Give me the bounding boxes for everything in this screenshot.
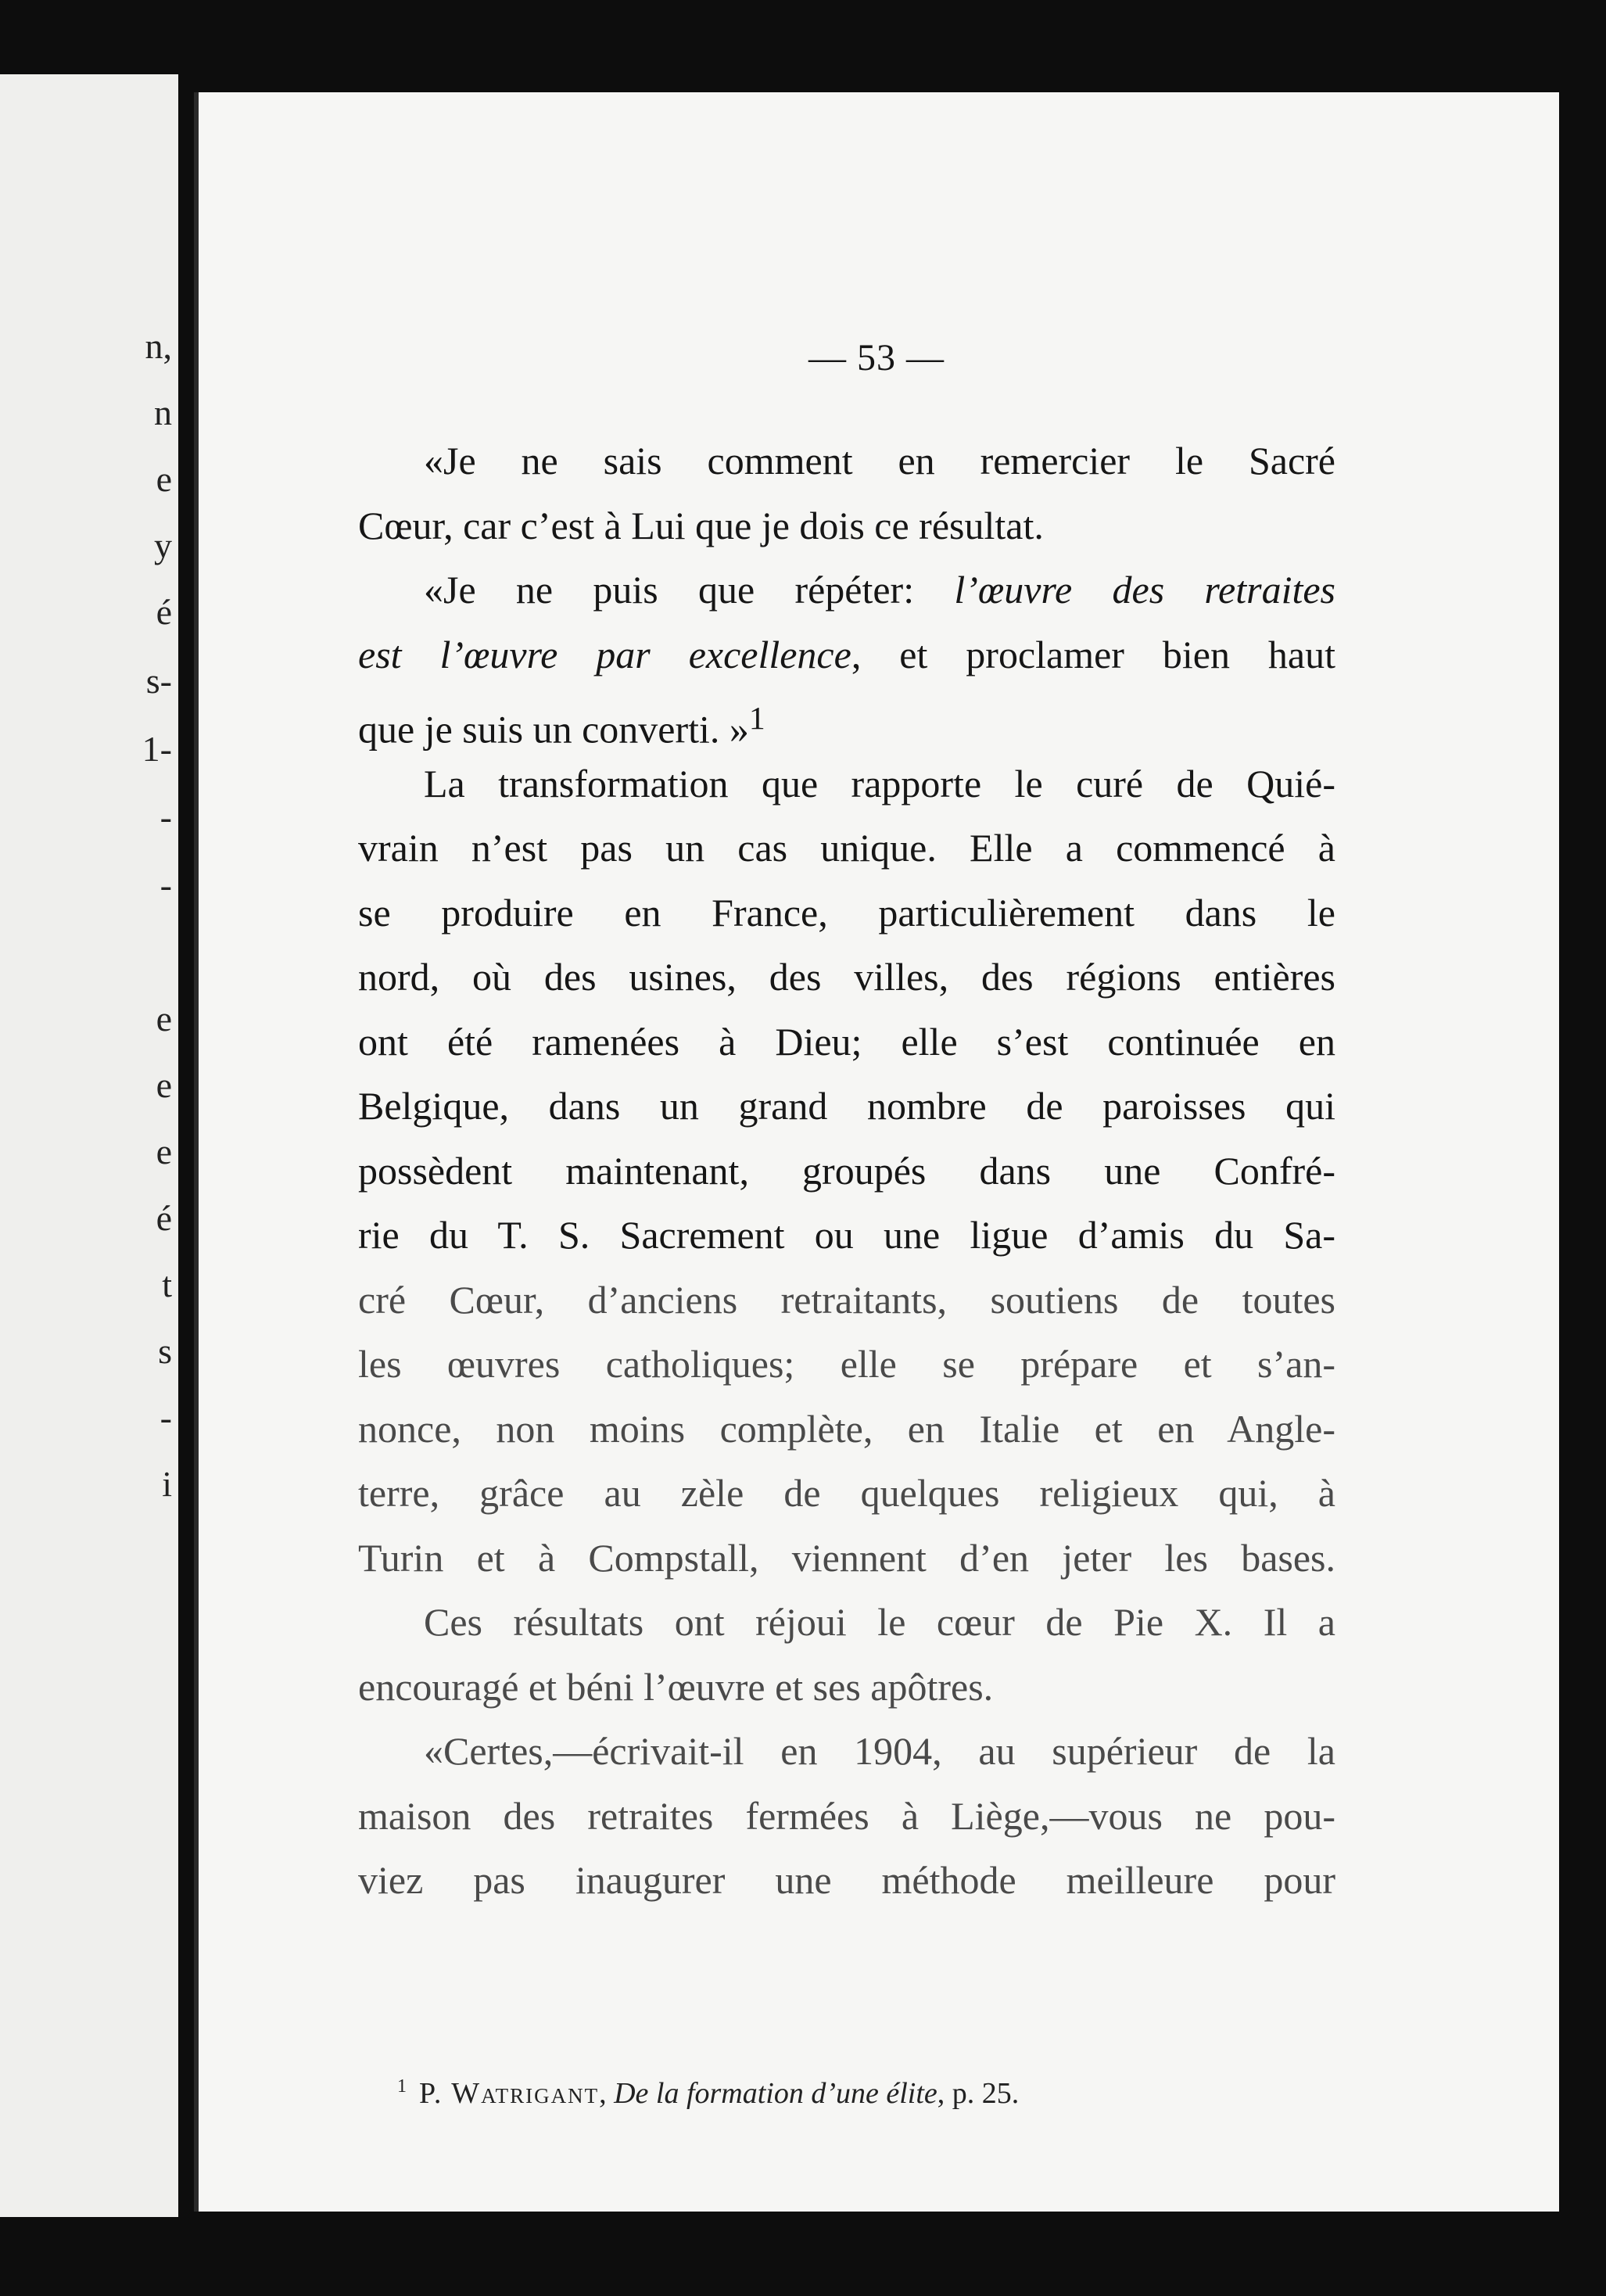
body-text xyxy=(358,429,1335,1913)
left-page-fragment: t xyxy=(162,1265,172,1304)
left-page-fragment: s- xyxy=(145,661,172,701)
left-page-fragment: - xyxy=(160,1397,172,1437)
footnote: $^1$ P. Watrigant, De la formation d’une élite, p. 25. xyxy=(397,2076,1020,2110)
left-page-fragment: é xyxy=(156,1198,172,1238)
text-line: vrain n’est pas un cas unique. Elle a commencé à xyxy=(358,826,1335,870)
left-page-fragment: e xyxy=(156,999,172,1039)
text-line: possèdent maintenant, groupés dans une Confré- xyxy=(358,1148,1335,1193)
book-page xyxy=(194,92,1559,2212)
text-line: Turin et à Compstall, viennent d’en jeter les bases. xyxy=(358,1535,1335,1580)
text-line: viez pas inaugurer une méthode meilleure pour xyxy=(358,1858,1335,1902)
text-line: que je suis un converti. »$^1$ xyxy=(358,701,765,752)
left-page-fragment: é xyxy=(156,592,172,632)
text-line: Belgique, dans un grand nombre de paroisses qui xyxy=(358,1084,1335,1128)
left-page-fragment: n xyxy=(154,393,172,432)
text-line: les œuvres catholiques; elle se prépare et s’an- xyxy=(358,1342,1335,1386)
text-line: nonce, non moins complète, en Italie et en Angle- xyxy=(358,1406,1335,1451)
page-number: — 53 — xyxy=(808,337,945,378)
text-line: cré Cœur, d’anciens retraitants, soutiens de toutes xyxy=(358,1277,1335,1322)
left-page-fragment: i xyxy=(162,1464,172,1504)
text-line: maison des retraites fermées à Liège,—vous ne pou- xyxy=(358,1793,1335,1838)
left-page-fragment: n, xyxy=(145,326,172,366)
footnote-marker: 1 xyxy=(397,2076,407,2097)
left-page-fragment: e xyxy=(156,1065,172,1105)
footnote-author: P. Watrigant xyxy=(419,2077,600,2110)
text-line: «Certes,—écrivait-il en 1904, au supérieur de la xyxy=(424,1729,1335,1773)
left-page-fragment: 1- xyxy=(142,729,172,769)
text-line: est l’œuvre par excellence, et proclamer bien haut xyxy=(358,632,1335,676)
text-line: «Je ne sais comment en remercier le Sacré xyxy=(424,439,1335,483)
text-line: encouragé et béni l’œuvre et ses apôtres. xyxy=(358,1664,994,1709)
left-page-fragment: - xyxy=(160,865,172,905)
text-line: se produire en France, particulièrement dans le xyxy=(358,890,1335,935)
text-line: La transformation que rapporte le curé de Quié- xyxy=(424,761,1335,805)
left-page-fragment: - xyxy=(160,797,172,837)
text-line: Ces résultats ont réjoui le cœur de Pie X. Il a xyxy=(424,1600,1335,1644)
text-line: terre, grâce au zèle de quelques religieux qui, à xyxy=(358,1471,1335,1515)
footnote-title: De la formation d’une élite xyxy=(614,2077,937,2110)
text-line: ont été ramenées à Dieu; elle s’est continuée en xyxy=(358,1019,1335,1064)
left-page-fragment: e xyxy=(156,459,172,499)
text-line: «Je ne puis que répéter: l’œuvre des retraites xyxy=(424,568,1336,612)
text-line: rie du T. S. Sacrement ou une ligue d’amis du Sa- xyxy=(358,1213,1335,1257)
left-page-fragment: y xyxy=(154,526,172,565)
footnote-page: , p. 25. xyxy=(937,2077,1020,2110)
left-page-fragment: s xyxy=(158,1331,172,1371)
text-line: Cœur, car c’est à Lui que je dois ce résultat. xyxy=(358,503,1044,547)
text-line: nord, où des usines, des villes, des régions entières xyxy=(358,955,1335,999)
left-page-edge xyxy=(0,74,178,2217)
left-page-fragment: e xyxy=(156,1132,172,1171)
